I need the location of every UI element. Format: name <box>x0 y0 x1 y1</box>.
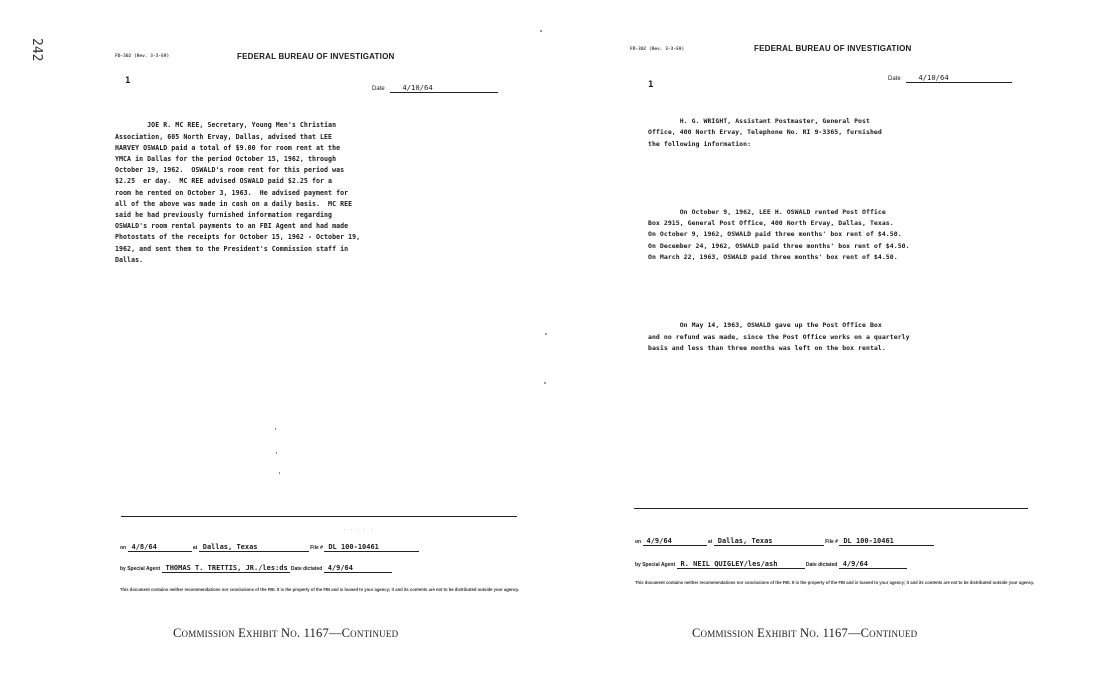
dictated-date: 4/9/64 <box>839 560 907 569</box>
page-number: 242 <box>29 38 44 62</box>
exhibit-caption: Commission Exhibit No. 1167—Continued <box>173 626 399 640</box>
scan-speck <box>545 333 547 335</box>
file-label: File # <box>825 539 838 545</box>
date-label: Date <box>372 86 385 92</box>
report-date: 4/10/64 <box>906 73 1012 83</box>
agent-label: by Special Agent <box>120 566 161 572</box>
scan-speck <box>279 472 280 474</box>
special-agent: THOMAS T. TRETTIS, JR./les:ds <box>162 564 290 573</box>
page-id: 1 <box>125 76 131 86</box>
faint-stamp: · · · · · <box>343 527 374 532</box>
dictated-date: 4/9/64 <box>324 564 392 573</box>
footer-row-interview <box>635 537 934 546</box>
report-paragraph: On May 14, 1963, OSWALD gave up the Post Office Box and no refund was made, since the Post Office works on a quarterly basis and less than three months was left on the box rental. <box>648 321 910 353</box>
report-header: FEDERAL BUREAU OF INVESTIGATION <box>754 44 912 53</box>
footer-divider <box>634 508 1028 509</box>
fbi-disclaimer: This document contains neither recommendations nor conclusions of the FBI. It is the property of the FBI and is loaned to your agency; it and its contents are not to be distributed outside your agency. <box>635 580 1035 585</box>
file-label: File # <box>310 545 323 551</box>
date-label: Date <box>888 76 901 82</box>
exhibit-caption: Commission Exhibit No. 1167—Continued <box>692 626 918 640</box>
at-label: at <box>707 539 713 545</box>
dictated-label: Date dictated <box>805 562 838 568</box>
footer-row-interview <box>120 543 419 552</box>
scan-speck <box>540 30 542 32</box>
page-id: 1 <box>648 80 654 90</box>
dictated-label: Date dictated <box>290 566 323 572</box>
report-paragraph: JOE R. MC REE, Secretary, Young Men's Christian Association, 605 North Ervay, Dallas, advised that LEE HARVEY OSWALD paid a total of $9.00 for room rent at the YMCA in Dallas for the period October 15, 1962, through October 19, 1962. OSWALD's room rent for this period was $2.25 er day. MC REE advised OSWALD paid $2.25 for a room he rented on October 3, 1963. He advised payment for all of the above was made in cash on a daily basis. MC REE said he had previously furnished information regarding OSWALD's room rental payments to an FBI Agent and had made Photostats of the receipts for October 15, 1962 - October 19, 1962, and sent them to the President's Commission staff in Dallas. <box>115 121 361 264</box>
footer-row-agent <box>120 564 392 573</box>
report-date-line <box>888 73 1012 83</box>
report-body <box>648 93 910 377</box>
fbi-report-left <box>115 0 520 691</box>
report-header: FEDERAL BUREAU OF INVESTIGATION <box>237 52 395 61</box>
footer-divider <box>121 516 517 517</box>
report-paragraph: H. G. WRIGHT, Assistant Postmaster, General Post Office, 400 North Ervay, Telephone No. RI 9-3365, furnished the following information: <box>648 116 882 148</box>
interview-date: 4/9/64 <box>643 537 707 546</box>
scan-speck <box>544 382 546 384</box>
form-number: FD-302 (Rev. 3-3-59) <box>630 47 685 52</box>
agent-label: by Special Agent <box>635 562 676 568</box>
report-body <box>115 98 360 288</box>
scan-speck <box>276 452 277 454</box>
interview-location: Dallas, Texas <box>199 543 309 552</box>
file-number: DL 100-10461 <box>324 543 419 552</box>
file-number: DL 100-10461 <box>839 537 934 546</box>
on-label: on <box>635 539 642 545</box>
report-date-line <box>372 83 498 93</box>
scan-speck <box>275 428 276 430</box>
report-date: 4/10/64 <box>390 83 498 93</box>
report-paragraph: On October 9, 1962, LEE H. OSWALD rented Post Office Box 2915, General Post Office, 400 North Ervay, Dallas, Texas. On October 9, 1962, OSWALD paid three months' box rent of $4.50. On December 24, 1962, OSWALD paid three months' box rent of $4.50. On March 22, 1963, OSWALD paid three months' box rent of $4.50. <box>648 207 910 262</box>
footer-row-agent <box>635 560 907 569</box>
fbi-disclaimer: This document contains neither recommendations nor conclusions of the FBI. It is the property of the FBI and is loaned to your agency; it and its contents are not to be distributed outside your agency. <box>120 587 520 592</box>
on-label: on <box>120 545 127 551</box>
at-label: at <box>192 545 198 551</box>
interview-date: 4/8/64 <box>128 543 192 552</box>
interview-location: Dallas, Texas <box>714 537 824 546</box>
special-agent: R. NEIL QUIGLEY/les/ash <box>677 560 805 569</box>
fbi-report-right <box>630 0 1035 691</box>
form-number: FD-302 (Rev. 3-3-59) <box>115 54 170 59</box>
